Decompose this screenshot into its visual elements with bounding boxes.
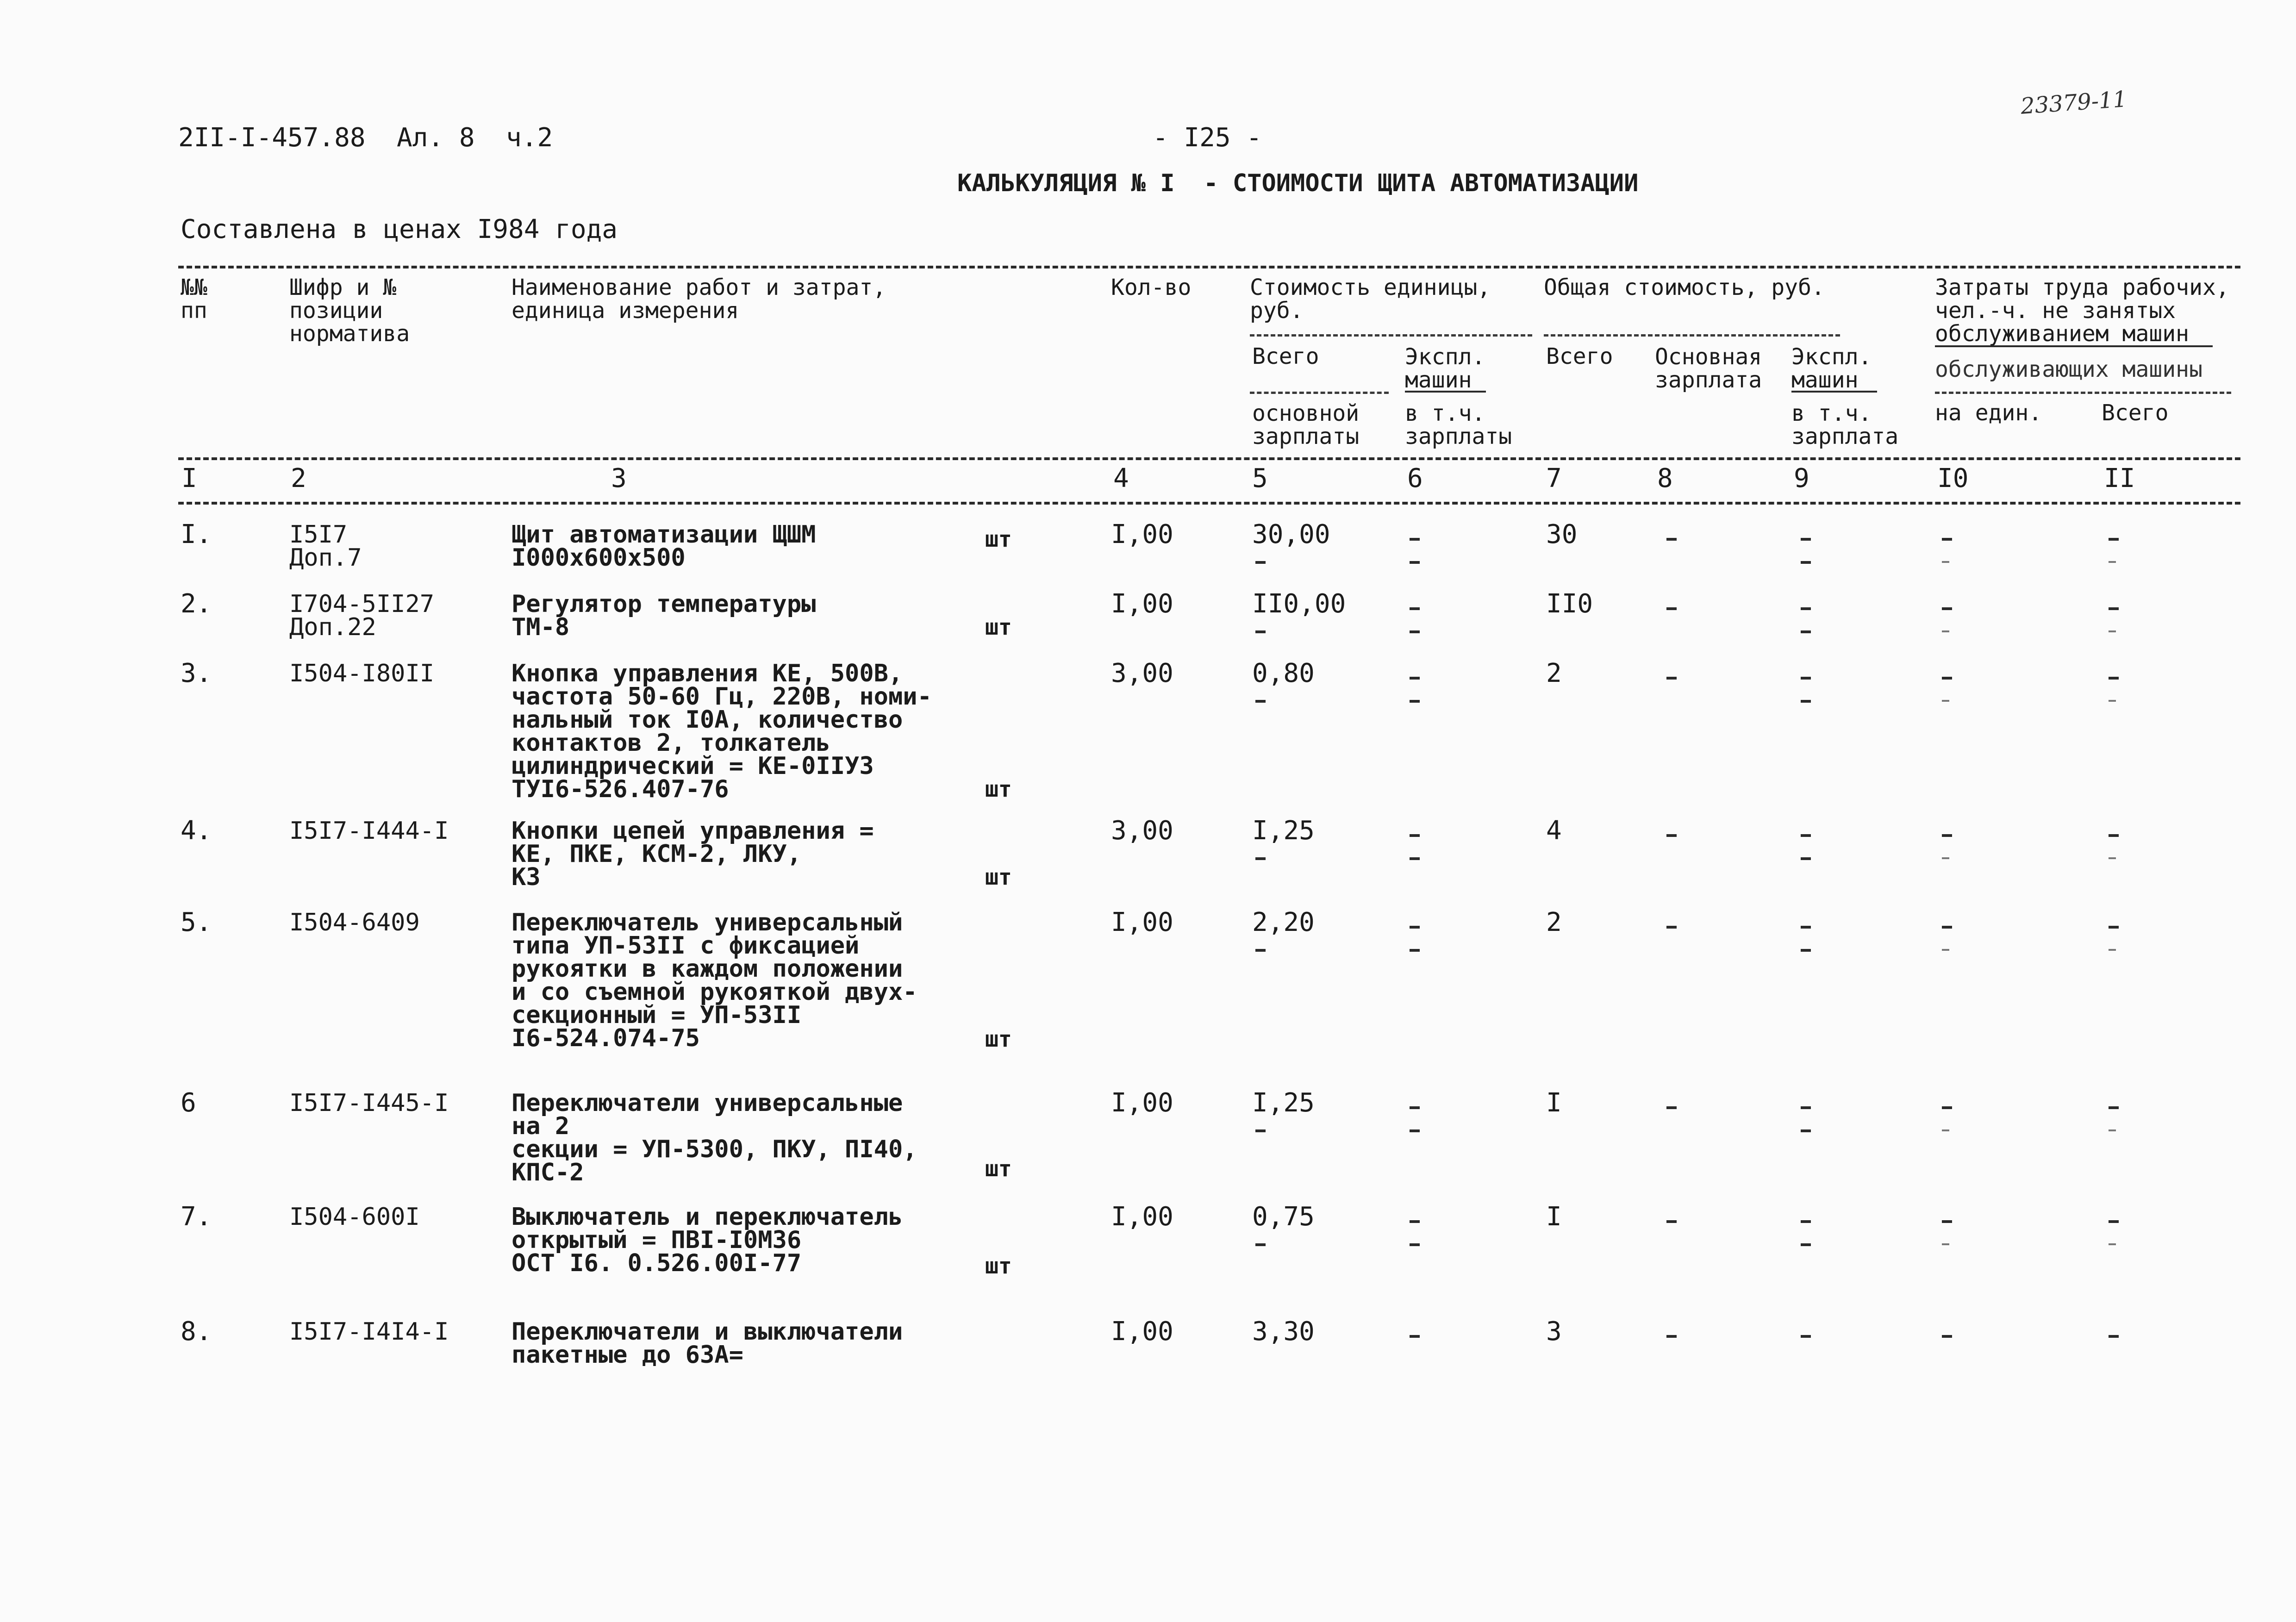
row-unit-machines-dash-2 (1410, 949, 1420, 952)
col-number-4: 4 (1113, 463, 1129, 493)
row-labor-unit-dash-2 (1942, 1129, 1949, 1131)
row-labor-unit-dash (1942, 1106, 1952, 1109)
row-labor-total-dash (2109, 607, 2119, 610)
row-labor-unit-dash-2 (1942, 561, 1949, 563)
row-unit-machines-dash (1410, 1220, 1420, 1223)
col-header-total-machines: Экспл. машин (1791, 344, 1872, 393)
row-labor-total-dash (2109, 834, 2119, 837)
row-unit-machines-dash-2 (1410, 857, 1420, 860)
row-unit-price: 2,20 (1252, 907, 1315, 937)
row-total-cost: 2 (1546, 658, 1562, 688)
row-unit-salary-dash (1255, 949, 1266, 952)
col-number-6: 6 (1407, 463, 1423, 493)
row-labor-unit-dash (1942, 834, 1952, 837)
row-work-name: Кнопка управления КЕ, 500В, частота 50-60 Гц, 220В, номи- нальный ток I0А, количество контактов 2, толкатель цилиндрический = КЕ-0IIУ3 ТУI6-526.407-76 (512, 660, 932, 803)
document-title: КАЛЬКУЛЯЦИЯ № I - СТОИМОСТИ ЩИТА АВТОМАТИЗАЦИИ (957, 169, 1639, 197)
row-unit-price: 3,30 (1252, 1316, 1315, 1347)
row-unit-machines-dash-2 (1410, 700, 1420, 703)
row-labor-total-dash-2 (2109, 949, 2116, 951)
row-labor-unit-dash (1942, 1220, 1952, 1223)
row-total-salary-dash (1666, 607, 1677, 610)
row-total-machines-dash-2 (1801, 1129, 1811, 1132)
row-labor-total-dash (2109, 677, 2119, 680)
col-header-labor-unit: на един. (1935, 400, 2042, 426)
row-unit-salary-dash (1255, 630, 1266, 633)
col-header-unit-total: Всего (1252, 343, 1319, 369)
row-number: I. (181, 519, 212, 549)
row-unit-price: I,25 (1252, 1088, 1315, 1118)
row-norm-code: I704-5II27 Доп.22 (289, 590, 435, 641)
row-total-salary-dash (1666, 1335, 1677, 1338)
col-header-labor-total: Всего (2102, 400, 2169, 426)
row-unit-machines-dash (1410, 607, 1420, 610)
row-labor-total-dash-2 (2109, 1243, 2116, 1245)
row-work-name: Щит автоматизации ЩШМ I000x600x500 (512, 521, 816, 572)
row-total-cost: I (1546, 1202, 1562, 1232)
row-labor-total-dash-2 (2109, 561, 2116, 563)
row-total-machines-dash-2 (1801, 857, 1811, 860)
row-labor-unit-dash-2 (1942, 857, 1949, 859)
row-unit-price: I,25 (1252, 816, 1315, 846)
row-labor-total-dash-2 (2109, 1129, 2116, 1131)
row-norm-code: I5I7-I445-I (289, 1089, 449, 1117)
col-number-1: I (181, 463, 197, 493)
row-labor-total-dash-2 (2109, 857, 2116, 859)
row-unit-of-measure: шт (985, 614, 1012, 640)
row-quantity: I,00 (1111, 1202, 1173, 1232)
page-number: - I25 - (1153, 123, 1262, 153)
row-unit-machines-dash (1410, 677, 1420, 680)
row-labor-unit-dash-2 (1942, 630, 1949, 632)
row-total-machines-dash (1801, 1106, 1811, 1109)
row-quantity: I,00 (1111, 589, 1173, 619)
row-total-machines-dash-2 (1801, 630, 1811, 633)
row-unit-salary-dash (1255, 1129, 1266, 1132)
labor-subrule (1935, 392, 2231, 394)
col-number-10: I0 (1937, 463, 1969, 493)
row-unit-price: 0,80 (1252, 658, 1315, 688)
row-work-name: Переключатель универсальный типа УП-53II с фиксацией рукоятки в каждом положении и со съемной рукояткой двух- секционный = УП-53II I6-524.074-75 (512, 909, 917, 1052)
row-total-machines-dash (1801, 926, 1811, 929)
row-labor-total-dash (2109, 926, 2119, 929)
row-unit-price: 0,75 (1252, 1202, 1315, 1232)
row-total-machines-dash (1801, 1335, 1811, 1338)
row-total-salary-dash (1666, 926, 1677, 929)
row-total-salary-dash (1666, 538, 1677, 541)
row-norm-code: I5I7 Доп.7 (289, 521, 362, 572)
row-total-machines-dash-2 (1801, 1243, 1811, 1246)
row-number: 2. (181, 589, 212, 619)
unit-total-subrule (1250, 392, 1389, 394)
document-subtitle: Составлена в ценах I984 года (181, 214, 618, 244)
row-total-machines-dash (1801, 538, 1811, 541)
row-labor-unit-dash-2 (1942, 700, 1949, 702)
row-total-cost: I (1546, 1088, 1562, 1118)
row-work-name: Выключатель и переключатель открытый = ПВI-I0М36 ОСТ I6. 0.526.00I-77 (512, 1203, 903, 1277)
row-quantity: I,00 (1111, 1316, 1173, 1347)
row-labor-unit-dash (1942, 926, 1952, 929)
row-work-name: Переключатели универсальные на 2 секции = УП-5300, ПКУ, ПI40, КПС-2 (512, 1089, 917, 1186)
row-total-salary-dash (1666, 677, 1677, 680)
row-number: 6 (181, 1088, 196, 1118)
row-unit-salary-dash (1255, 561, 1266, 564)
row-labor-total-dash (2109, 1106, 2119, 1109)
row-labor-unit-dash-2 (1942, 1243, 1949, 1245)
row-total-salary-dash (1666, 1220, 1677, 1223)
row-unit-machines-dash (1410, 926, 1420, 929)
row-quantity: I,00 (1111, 1088, 1173, 1118)
row-quantity: I,00 (1111, 907, 1173, 937)
row-total-machines-dash-2 (1801, 700, 1811, 703)
col-header-unit-machines: Экспл. машин (1405, 344, 1485, 393)
col-header-code: Шифр и № позиции норматива (289, 274, 410, 347)
col-header-unit-cost: Стоимость единицы, руб. (1250, 274, 1491, 324)
row-total-machines-dash (1801, 677, 1811, 680)
row-labor-unit-dash-2 (1942, 949, 1949, 951)
row-unit-machines-dash-2 (1410, 1129, 1420, 1132)
archive-stamp-number: 23379-11 (2020, 86, 2128, 119)
row-unit-machines-dash-2 (1410, 561, 1420, 564)
row-unit-salary-dash (1255, 1243, 1266, 1246)
row-total-machines-dash-2 (1801, 561, 1811, 564)
row-work-name: Кнопки цепей управления = КЕ, ПКЕ, КСМ-2, ЛКУ, К3 (512, 817, 874, 891)
col-header-work-name: Наименование работ и затрат, единица измерения (512, 274, 886, 324)
row-unit-machines-dash (1410, 1106, 1420, 1109)
row-labor-unit-dash (1942, 677, 1952, 680)
row-quantity: 3,00 (1111, 658, 1173, 688)
total-cost-subrule (1544, 334, 1840, 337)
row-labor-total-dash (2109, 1335, 2119, 1338)
row-quantity: I,00 (1111, 519, 1173, 549)
row-total-cost: 3 (1546, 1316, 1562, 1347)
row-total-salary-dash (1666, 1106, 1677, 1109)
row-total-cost: II0 (1546, 589, 1593, 619)
row-total-machines-dash-2 (1801, 949, 1811, 952)
row-unit-price: 30,00 (1252, 519, 1330, 549)
total-machines-underline (1791, 391, 1877, 393)
col-number-2: 2 (291, 463, 306, 493)
row-unit-price: II0,00 (1252, 589, 1346, 619)
col-header-quantity: Кол-во (1111, 274, 1192, 300)
row-total-salary-dash (1666, 834, 1677, 837)
row-unit-of-measure: шт (985, 1253, 1012, 1279)
row-labor-total-dash (2109, 538, 2119, 541)
header-mid-rule (178, 457, 2240, 460)
row-work-name: Переключатели и выключатели пакетные до 63А= (512, 1318, 903, 1369)
row-total-machines-dash (1801, 1220, 1811, 1223)
col-header-labor: Затраты труда рабочих, чел.-ч. не занятых обслуживанием машин (1935, 274, 2229, 347)
row-unit-salary-dash (1255, 700, 1266, 703)
row-norm-code: I5I7-I444-I (289, 817, 449, 845)
col-header-number: №№ пп (181, 274, 207, 324)
row-quantity: 3,00 (1111, 816, 1173, 846)
header-top-rule (178, 266, 2240, 268)
row-labor-unit-dash (1942, 1335, 1952, 1338)
row-unit-machines-dash-2 (1410, 1243, 1420, 1246)
row-labor-total-dash-2 (2109, 630, 2116, 632)
row-norm-code: I504-I80II (289, 660, 435, 687)
row-number: 8. (181, 1316, 212, 1347)
row-total-machines-dash (1801, 834, 1811, 837)
row-unit-of-measure: шт (985, 864, 1012, 890)
labor-underline (1935, 345, 2213, 347)
row-total-cost: 4 (1546, 816, 1562, 846)
row-number: 5. (181, 907, 212, 937)
row-number: 4. (181, 816, 212, 846)
row-unit-of-measure: шт (985, 1156, 1012, 1182)
col-number-8: 8 (1657, 463, 1673, 493)
row-norm-code: I5I7-I4I4-I (289, 1318, 449, 1346)
document-reference: 2II-I-457.88 Ал. 8 ч.2 (178, 123, 553, 153)
row-unit-machines-dash (1410, 1335, 1420, 1338)
row-total-cost: 2 (1546, 907, 1562, 937)
row-norm-code: I504-600I (289, 1203, 420, 1231)
row-labor-unit-dash (1942, 607, 1952, 610)
row-unit-salary-dash (1255, 857, 1266, 860)
col-number-3: 3 (611, 463, 627, 493)
unit-machines-underline (1405, 391, 1486, 393)
row-unit-of-measure: шт (985, 1026, 1012, 1052)
row-total-machines-dash (1801, 607, 1811, 610)
col-header-unit-machines-salary: в т.ч. зарплаты (1405, 400, 1512, 449)
row-unit-machines-dash-2 (1410, 630, 1420, 633)
col-header-total-all: Всего (1546, 343, 1613, 369)
col-header-labor-service: обслуживающих машины (1935, 356, 2202, 382)
row-number: 3. (181, 658, 212, 688)
unit-cost-subrule (1250, 334, 1532, 337)
row-unit-machines-dash (1410, 834, 1420, 837)
col-number-9: 9 (1794, 463, 1809, 493)
col-header-unit-salary: основной зарплаты (1252, 400, 1360, 449)
row-number: 7. (181, 1202, 212, 1232)
row-labor-total-dash (2109, 1220, 2119, 1223)
col-header-total-salary: Основная зарплата (1655, 344, 1762, 393)
col-header-total-cost: Общая стоимость, руб. (1544, 274, 1825, 300)
col-number-11: II (2104, 463, 2135, 493)
row-unit-machines-dash (1410, 538, 1420, 541)
row-labor-total-dash-2 (2109, 700, 2116, 702)
col-number-7: 7 (1546, 463, 1562, 493)
row-unit-of-measure: шт (985, 776, 1012, 802)
row-total-cost: 30 (1546, 519, 1578, 549)
col-header-total-machines-salary: в т.ч. зарплата (1791, 400, 1899, 449)
row-work-name: Регулятор температуры ТМ-8 (512, 590, 816, 641)
col-number-5: 5 (1252, 463, 1268, 493)
row-labor-unit-dash (1942, 538, 1952, 541)
row-norm-code: I504-6409 (289, 909, 420, 936)
row-unit-of-measure: шт (985, 526, 1012, 552)
header-bottom-rule (178, 502, 2240, 505)
